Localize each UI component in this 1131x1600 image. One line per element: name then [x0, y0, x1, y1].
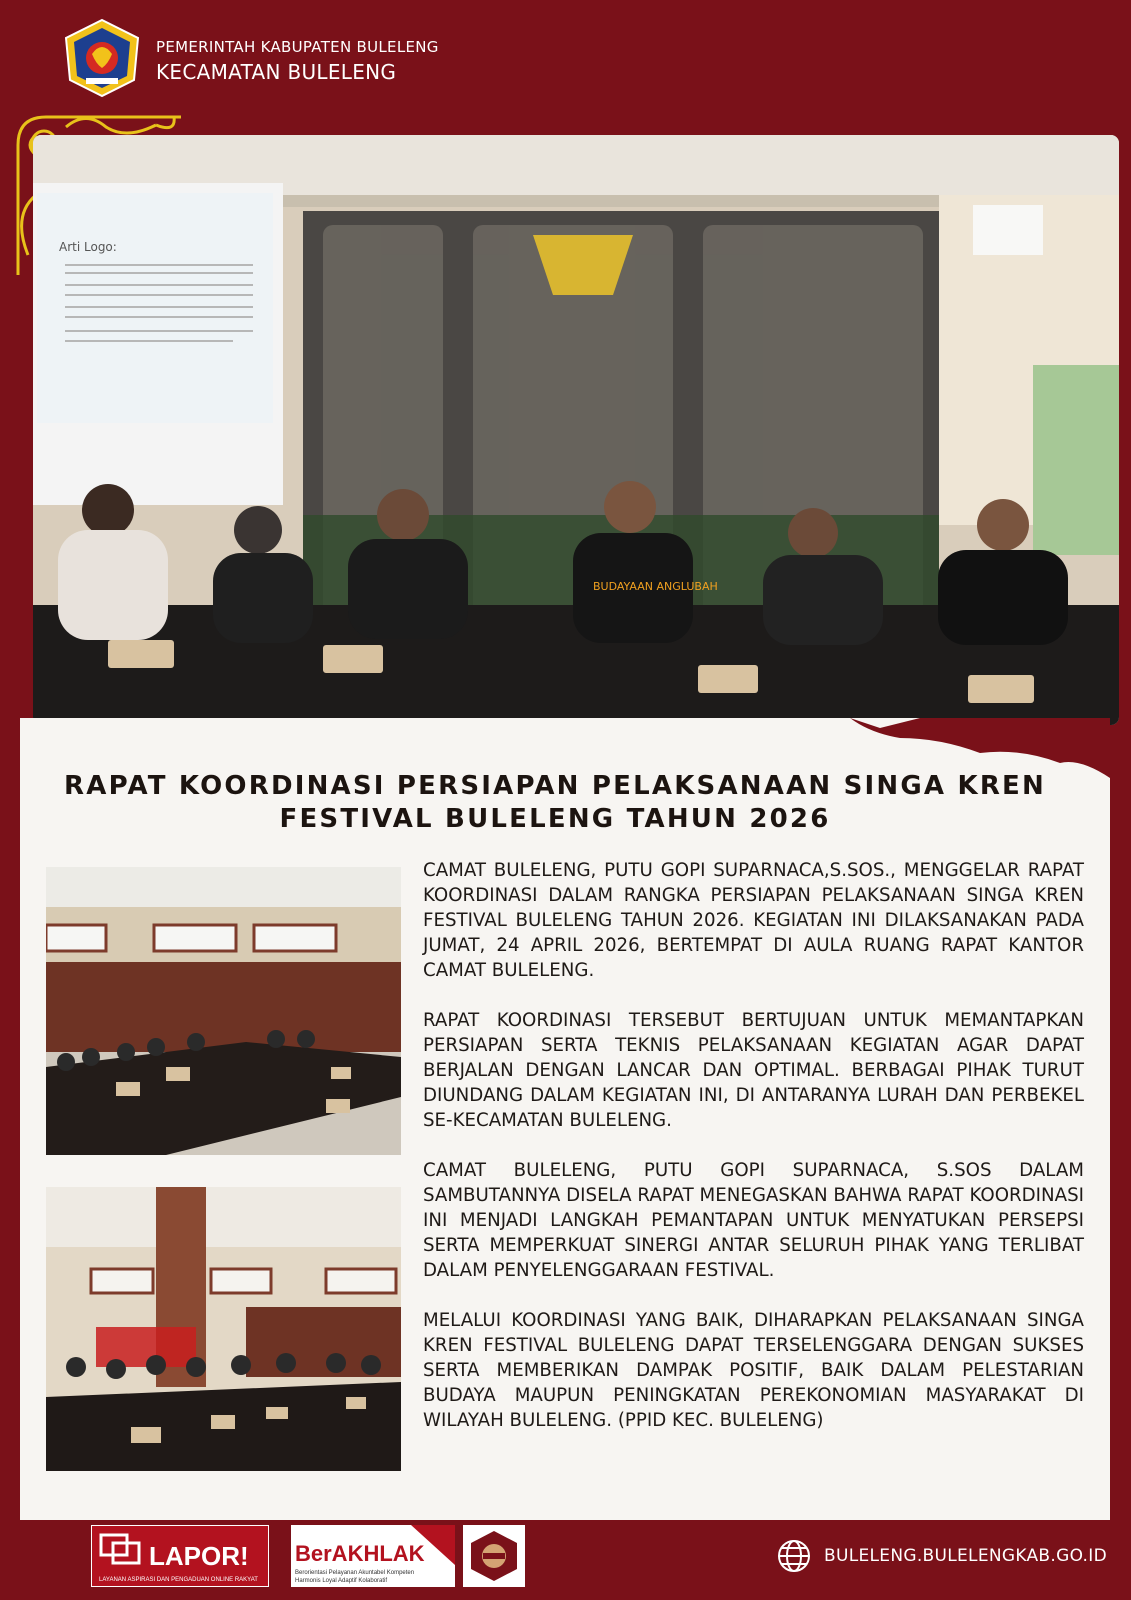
meeting-photo-2: [46, 1187, 401, 1471]
article-body: [423, 858, 1084, 1458]
berakhlak-label: BerAKHLAK: [295, 1541, 425, 1566]
lapor-sub: LAYANAN ASPIRASI DAN PENGADUAN ONLINE RAKYAT: [99, 1577, 258, 1583]
screen-text: Arti Logo:: [59, 240, 117, 254]
meeting-photo-1: [46, 867, 401, 1155]
lapor-label: LAPOR!: [149, 1541, 249, 1571]
article-paragraph-4: MELALUI KOORDINASI YANG BAIK, DIHARAPKAN PELAKSANAAN SINGA KREN FESTIVAL BULELENG DAPAT TERSELENGGARA DENGAN SUKSES SERTA MEMBERIKAN DAMPAK POSITIF, BAIK DALAM PELESTARIAN BUDAYA MAUPUN PENINGKATAN PEREKONOMIAN MASYARAKAT DI WILAYAH BULELENG. (PPID KEC. BULELENG): [423, 1310, 1084, 1431]
emblem-badge[interactable]: [463, 1525, 525, 1587]
berakhlak-badge[interactable]: [291, 1525, 455, 1587]
lapor-badge[interactable]: [91, 1525, 269, 1587]
regency-emblem-icon: [62, 18, 142, 98]
header-line-district: KECAMATAN BULELENG: [156, 60, 397, 84]
article-paragraph-2: RAPAT KOORDINASI TERSEBUT BERTUJUAN UNTUK MEMANTAPKAN PERSIAPAN SERTA TEKNIS PELAKSANAAN KEGIATAN AGAR DAPAT BERJALAN DENGAN LANCAR DAN OPTIMAL. BERBAGAI PIHAK TURUT DIUNDANG DALAM KEGIATAN INI, DI ANTARANYA LURAH DAN PERBEKEL SE-KECAMATAN BULELENG.: [423, 1010, 1084, 1131]
header-line-regency: PEMERINTAH KABUPATEN BULELENG: [156, 38, 439, 56]
shirt-text: BUDAYAAN ANGLUBAH: [593, 580, 718, 593]
berakhlak-sub-2: Harmonis Loyal Adaptif Kolaboratif: [295, 1578, 388, 1584]
article-paragraph-3: CAMAT BULELENG, PUTU GOPI SUPARNACA, S.SOS DALAM SAMBUTANNYA DISELA RAPAT MENEGASKAN BAHWA RAPAT KOORDINASI INI MENJADI LANGKAH PEMANTAPAN UNTUK MENYATUKAN PERSEPSI SERTA MEMPERKUAT SINERGI ANTAR SELURUH PIHAK YANG TERLIBAT DALAM PENYELENGGARAAN FESTIVAL.: [423, 1160, 1084, 1281]
article-paragraph-1: CAMAT BULELENG, PUTU GOPI SUPARNACA,S.SOS., MENGGELAR RAPAT KOORDINASI DALAM RANGKA PERSIAPAN PELAKSANAAN SINGA KREN FESTIVAL BULELENG TAHUN 2026. KEGIATAN INI DILAKSANAKAN PADA JUMAT, 24 APRIL 2026, BERTEMPAT DI AULA RUANG RAPAT KANTOR CAMAT BULELENG.: [423, 860, 1084, 981]
globe-icon: [776, 1538, 812, 1574]
page-title: [40, 770, 1070, 836]
title-line-1: RAPAT KOORDINASI PERSIAPAN PELAKSANAAN SINGA KREN: [64, 771, 1046, 801]
berakhlak-sub-1: Berorientasi Pelayanan Akuntabel Kompeten: [295, 1570, 415, 1576]
title-line-2: FESTIVAL BULELENG TAHUN 2026: [279, 804, 831, 834]
website-link[interactable]: BULELENG.BULELENGKAB.GO.ID: [824, 1546, 1107, 1566]
hero-meeting-photo: [33, 135, 1119, 725]
header-title: [156, 38, 439, 84]
emblem-icon: [463, 1525, 525, 1587]
